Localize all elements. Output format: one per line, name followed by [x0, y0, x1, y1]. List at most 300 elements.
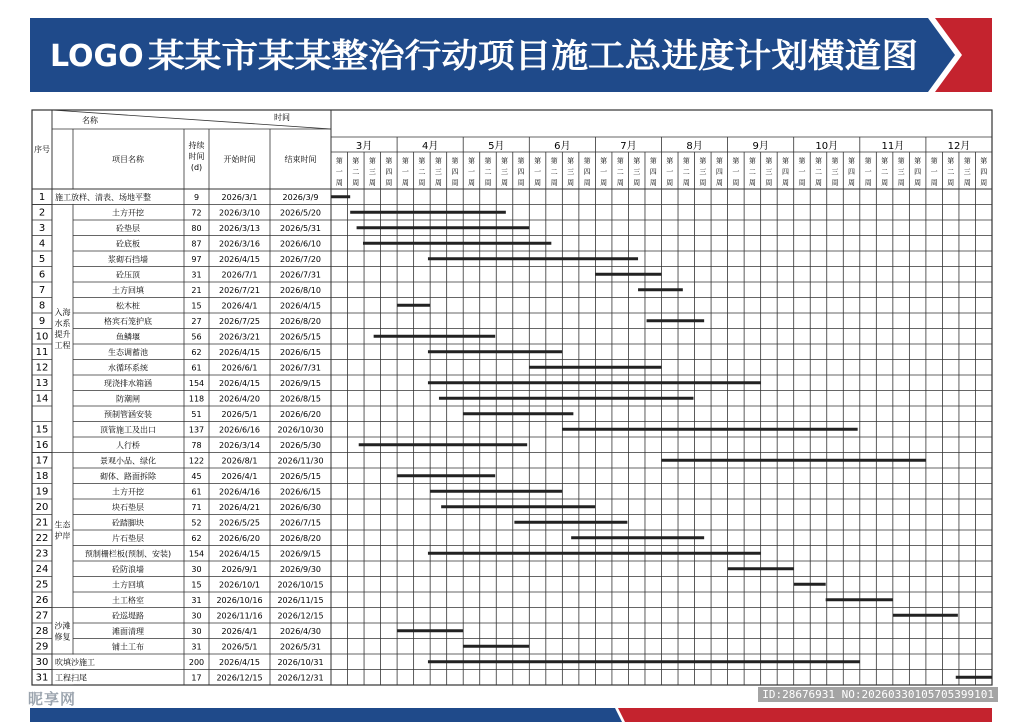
row-seq: 7 [38, 285, 46, 297]
week-label-char: 第 [831, 157, 839, 165]
week-label-char: 三 [633, 168, 641, 176]
row-duration: 9 [193, 193, 200, 203]
week-label-char: 第 [501, 157, 509, 165]
week-label-char: 第 [765, 157, 773, 165]
week-label-char: 周 [583, 179, 591, 187]
row-seq: 28 [35, 626, 49, 638]
header-name-group: 名称 [82, 116, 98, 125]
task-bar [430, 490, 562, 493]
row-seq: 21 [35, 517, 49, 529]
row-end: 2026/4/30 [279, 627, 322, 637]
week-label-char: 三 [368, 168, 376, 176]
header-task-name: 项目名称 [112, 155, 144, 164]
row-duration: 137 [188, 425, 205, 435]
week-label-char: 第 [897, 157, 905, 165]
row-start: 2026/12/15 [216, 673, 263, 683]
week-label-char: 三 [765, 168, 773, 176]
row-duration: 118 [188, 394, 205, 404]
week-label-char: 周 [484, 179, 492, 187]
row-name: 预制栅栏板(预制、安装) [84, 549, 172, 559]
row-duration: 154 [188, 549, 205, 559]
task-bar [428, 350, 562, 353]
row-seq: 9 [38, 316, 46, 328]
row-seq: 17 [35, 455, 49, 467]
week-label-char: 周 [765, 179, 773, 187]
week-label-char: 二 [814, 168, 822, 176]
task-bar [794, 583, 826, 586]
week-label-char: 四 [649, 168, 657, 176]
week-label-char: 四 [715, 168, 723, 176]
week-label-char: 二 [484, 168, 492, 176]
row-duration: 71 [191, 503, 202, 513]
week-label-char: 第 [798, 157, 806, 165]
row-end: 2026/8/15 [279, 394, 322, 404]
row-name: 块石垫层 [112, 503, 144, 513]
week-label-char: 二 [682, 168, 690, 176]
week-label-char: 第 [517, 157, 525, 165]
row-start: 2026/6/16 [218, 425, 261, 435]
week-label-char: 周 [798, 179, 806, 187]
row-end: 2026/5/31 [279, 642, 322, 652]
week-label-char: 第 [914, 157, 922, 165]
row-name: 鱼鳞堰 [116, 332, 140, 342]
group-label-1: 护岸 [54, 531, 71, 541]
week-label-char: 第 [352, 157, 360, 165]
row-seq: 5 [38, 254, 46, 266]
row-start: 2026/4/1 [221, 301, 258, 311]
week-label-char: 周 [501, 179, 509, 187]
task-bar [331, 195, 350, 198]
task-bar [956, 676, 992, 679]
row-seq: 1 [38, 192, 46, 204]
week-label-char: 周 [864, 179, 872, 187]
week-label-char: 三 [963, 168, 971, 176]
week-label-char: 周 [980, 179, 988, 187]
row-name: 现浇排水箱涵 [104, 379, 152, 389]
watermark-id: ID:28676931 NO:20260330105705399101 [758, 687, 998, 702]
row-end: 2026/3/9 [282, 193, 319, 203]
row-end: 2026/6/30 [279, 503, 322, 513]
row-seq: 29 [35, 641, 49, 653]
week-label-char: 三 [699, 168, 707, 176]
row-name: 景观小品、绿化 [100, 456, 156, 466]
footer-stripe [0, 702, 1024, 724]
header-duration-0: 持续 [188, 141, 205, 150]
task-bar [441, 505, 595, 508]
week-label-char: 周 [567, 179, 575, 187]
week-label-char: 周 [517, 179, 525, 187]
header-start: 开始时间 [223, 155, 256, 164]
week-label-char: 一 [666, 168, 674, 176]
task-bar [662, 459, 926, 462]
row-seq: 31 [35, 672, 49, 684]
week-label-char: 二 [748, 168, 756, 176]
row-end: 2026/4/15 [279, 301, 322, 311]
gantt-rows [36, 192, 324, 683]
task-bar [571, 536, 704, 539]
row-end: 2026/6/20 [279, 410, 322, 420]
week-label-char: 第 [715, 157, 723, 165]
watermark-brand: 昵享网 [28, 690, 77, 708]
row-end: 2026/6/15 [279, 487, 322, 497]
row-name: 预制管涵安装 [104, 410, 152, 420]
row-seq: 13 [35, 378, 49, 390]
week-label-char: 第 [600, 157, 608, 165]
row-end: 2026/12/15 [277, 611, 324, 621]
task-bar [350, 211, 506, 214]
row-end: 2026/7/31 [279, 363, 322, 373]
row-name: 浆砌石挡墙 [108, 255, 148, 265]
row-duration: 17 [191, 673, 202, 683]
row-name: 土工格室 [112, 596, 144, 606]
month-label-10: 10月 [815, 141, 839, 152]
week-label-char: 周 [699, 179, 707, 187]
week-label-char: 第 [848, 157, 856, 165]
week-label-char: 周 [914, 179, 922, 187]
week-label-char: 第 [567, 157, 575, 165]
week-label-char: 周 [550, 179, 558, 187]
row-start: 2026/11/16 [216, 611, 263, 621]
task-bar [562, 428, 857, 431]
row-seq: 11 [35, 347, 49, 359]
week-label-char: 周 [418, 179, 426, 187]
row-end: 2026/10/31 [277, 658, 324, 668]
row-start: 2026/3/16 [218, 239, 261, 249]
row-seq: 18 [35, 471, 49, 483]
row-start: 2026/4/15 [218, 379, 261, 389]
row-start: 2026/4/21 [218, 503, 261, 513]
row-start: 2026/10/16 [216, 596, 263, 606]
row-duration: 30 [191, 611, 202, 621]
row-duration: 56 [191, 332, 202, 342]
row-end: 2026/7/15 [279, 518, 322, 528]
week-label-char: 第 [732, 157, 740, 165]
week-label-char: 周 [897, 179, 905, 187]
week-label-char: 四 [781, 168, 789, 176]
week-label-char: 周 [467, 179, 475, 187]
week-label-char: 周 [732, 179, 740, 187]
week-label-char: 二 [550, 168, 558, 176]
row-duration: 31 [191, 270, 202, 280]
week-label-char: 一 [798, 168, 806, 176]
task-bar [428, 381, 761, 384]
task-bar [374, 335, 496, 338]
month-label-9: 9月 [752, 141, 769, 152]
row-start: 2026/4/15 [218, 255, 261, 265]
week-label-char: 第 [434, 157, 442, 165]
week-label-char: 第 [335, 157, 343, 165]
row-duration: 61 [191, 363, 202, 373]
week-label-char: 第 [980, 157, 988, 165]
task-bar [397, 304, 430, 307]
task-bar [638, 288, 683, 291]
row-start: 2026/4/1 [221, 627, 258, 637]
row-duration: 15 [191, 580, 202, 590]
group-label-2: 修复 [54, 632, 71, 642]
task-bar [595, 273, 661, 276]
week-label-char: 第 [583, 157, 591, 165]
week-label-char: 第 [682, 157, 690, 165]
row-seq: 23 [35, 548, 49, 560]
footer-red-stripe [618, 708, 992, 722]
row-start: 2026/8/1 [221, 456, 258, 466]
row-name: 土方开挖 [112, 208, 144, 218]
week-label-char: 第 [385, 157, 393, 165]
row-start: 2026/7/1 [221, 270, 258, 280]
gantt-header [34, 112, 987, 187]
task-bar [647, 319, 705, 322]
task-bar [359, 443, 527, 446]
logo-text: LOGO [50, 39, 144, 74]
row-end: 2026/10/15 [277, 580, 324, 590]
row-name: 防潮闸 [116, 394, 140, 404]
week-label-char: 第 [781, 157, 789, 165]
row-start: 2026/4/1 [221, 472, 258, 482]
row-name: 施工放样、清表、场地平整 [55, 193, 151, 203]
row-seq: 22 [35, 533, 49, 545]
week-label-char: 周 [434, 179, 442, 187]
week-label-char: 周 [633, 179, 641, 187]
week-label-char: 二 [947, 168, 955, 176]
row-seq: 15 [35, 424, 49, 436]
task-bar [357, 226, 530, 229]
row-start: 2026/4/15 [218, 549, 261, 559]
week-label-char: 一 [335, 168, 343, 176]
row-end: 2026/9/15 [279, 549, 322, 559]
task-bar [514, 521, 627, 524]
row-name: 水循环系统 [108, 363, 148, 373]
row-duration: 30 [191, 565, 202, 575]
week-label-char: 周 [831, 179, 839, 187]
week-label-char: 第 [418, 157, 426, 165]
week-label-char: 四 [914, 168, 922, 176]
month-label-7: 7月 [620, 141, 637, 152]
row-start: 2026/3/1 [221, 193, 258, 203]
row-seq: 24 [35, 564, 49, 576]
row-seq: 25 [35, 579, 49, 591]
row-duration: 27 [191, 317, 202, 327]
week-label-char: 周 [368, 179, 376, 187]
row-name: 片石垫层 [112, 534, 144, 544]
row-seq: 20 [35, 502, 49, 514]
row-start: 2026/6/1 [221, 363, 258, 373]
row-name: 铺土工布 [112, 642, 144, 652]
task-bar [826, 598, 893, 601]
group-label-2: 沙滩 [54, 621, 71, 631]
row-name: 砼压顶 [116, 270, 140, 280]
week-label-char: 周 [600, 179, 608, 187]
week-label-char: 第 [649, 157, 657, 165]
week-label-char: 三 [897, 168, 905, 176]
row-start: 2026/4/15 [218, 348, 261, 358]
task-bar [728, 567, 794, 570]
row-start: 2026/3/21 [218, 332, 261, 342]
week-label-char: 第 [864, 157, 872, 165]
month-label-4: 4月 [421, 141, 439, 152]
week-label-char: 周 [715, 179, 723, 187]
row-name: 工程扫尾 [55, 673, 87, 683]
row-end: 2026/7/20 [279, 255, 322, 265]
row-name: 吹填沙施工 [55, 658, 95, 668]
row-name: 砼巡堤路 [112, 611, 144, 621]
row-duration: 52 [191, 518, 202, 528]
week-label-char: 三 [831, 168, 839, 176]
row-end: 2026/8/20 [279, 534, 322, 544]
week-label-char: 四 [517, 168, 525, 176]
row-duration: 51 [191, 410, 202, 420]
week-label-char: 第 [963, 157, 971, 165]
row-duration: 62 [191, 534, 202, 544]
week-label-char: 周 [335, 179, 343, 187]
row-start: 2026/6/20 [218, 534, 261, 544]
group-label-0: 提升 [54, 330, 71, 339]
week-label-char: 一 [401, 168, 409, 176]
week-label-char: 第 [633, 157, 641, 165]
week-label-char: 第 [534, 157, 542, 165]
week-label-char: 第 [401, 157, 409, 165]
week-label-char: 周 [881, 179, 889, 187]
month-label-11: 11月 [881, 141, 905, 152]
row-start: 2026/5/25 [218, 518, 261, 528]
row-seq: 12 [35, 362, 49, 374]
header-time-group: 时间 [274, 113, 290, 122]
week-label-char: 四 [451, 168, 459, 176]
week-label-char: 第 [368, 157, 376, 165]
row-duration: 87 [191, 239, 202, 249]
week-label-char: 周 [352, 179, 360, 187]
week-label-char: 四 [583, 168, 591, 176]
row-name: 格宾石笼护底 [104, 317, 152, 327]
group-label-0: 入海 [54, 308, 71, 317]
week-label-char: 二 [418, 168, 426, 176]
row-duration: 122 [188, 456, 205, 466]
week-label-char: 一 [930, 168, 938, 176]
header-seq: 序号 [34, 145, 50, 154]
row-name: 土方回填 [112, 580, 144, 590]
row-end: 2026/11/15 [277, 596, 324, 606]
row-end: 2026/5/15 [279, 332, 322, 342]
week-label-char: 一 [864, 168, 872, 176]
month-label-12: 12月 [947, 141, 971, 152]
page-title: 某某市某某整治行动项目施工总进度计划横道图 [148, 36, 919, 75]
row-seq: 2 [38, 207, 46, 219]
task-bar [428, 660, 860, 663]
row-end: 2026/5/31 [279, 224, 322, 234]
task-bar [439, 397, 694, 400]
row-duration: 200 [188, 658, 205, 668]
row-duration: 15 [191, 301, 202, 311]
week-label-char: 周 [963, 179, 971, 187]
week-label-char: 一 [732, 168, 740, 176]
row-start: 2026/4/20 [218, 394, 261, 404]
row-start: 2026/9/1 [221, 565, 258, 575]
week-label-char: 第 [666, 157, 674, 165]
row-start: 2026/3/13 [218, 224, 261, 234]
row-duration: 31 [191, 596, 202, 606]
row-name: 砼防浪墙 [112, 565, 144, 575]
row-duration: 61 [191, 487, 202, 497]
header-end: 结束时间 [284, 155, 317, 164]
row-duration: 154 [188, 379, 205, 389]
task-bar [893, 614, 958, 617]
row-end: 2026/6/15 [279, 348, 322, 358]
week-label-char: 一 [534, 168, 542, 176]
week-label-char: 二 [616, 168, 624, 176]
row-seq: 4 [38, 238, 46, 250]
row-name: 砼踏脚块 [112, 518, 144, 528]
week-label-char: 四 [980, 168, 988, 176]
row-duration: 97 [191, 255, 202, 265]
row-duration: 78 [191, 441, 202, 451]
row-duration: 30 [191, 627, 202, 637]
month-label-5: 5月 [488, 141, 505, 152]
row-name: 滩面清理 [112, 627, 144, 637]
row-end: 2026/7/31 [279, 270, 322, 280]
row-start: 2026/5/1 [221, 410, 258, 420]
week-label-char: 三 [567, 168, 575, 176]
week-label-char: 第 [484, 157, 492, 165]
month-label-3: 3月 [355, 141, 373, 152]
month-label-8: 8月 [686, 141, 703, 152]
week-label-char: 周 [616, 179, 624, 187]
row-end: 2026/10/30 [277, 425, 324, 435]
row-start: 2026/7/25 [218, 317, 261, 327]
week-label-char: 周 [666, 179, 674, 187]
row-name: 砼底板 [116, 239, 140, 249]
week-label-char: 二 [881, 168, 889, 176]
week-label-char: 周 [848, 179, 856, 187]
row-seq: 3 [38, 223, 46, 235]
row-start: 2026/10/1 [218, 580, 261, 590]
row-name: 砌体、路面拆除 [100, 472, 156, 482]
week-label-char: 三 [434, 168, 442, 176]
row-name: 土方回填 [112, 286, 144, 296]
week-label-char: 周 [401, 179, 409, 187]
row-seq: 14 [35, 393, 49, 405]
week-label-char: 四 [848, 168, 856, 176]
week-label-char: 一 [467, 168, 475, 176]
row-start: 2026/4/16 [218, 487, 261, 497]
row-end: 2026/12/31 [277, 673, 324, 683]
row-duration: 80 [191, 224, 202, 234]
row-end: 2026/6/10 [279, 239, 322, 249]
footer-blue-stripe [30, 708, 622, 722]
week-label-char: 第 [748, 157, 756, 165]
week-label-char: 第 [881, 157, 889, 165]
week-label-char: 周 [930, 179, 938, 187]
group-label-0: 水系 [54, 319, 71, 328]
row-seq: 16 [35, 440, 49, 452]
row-start: 2026/3/14 [218, 441, 261, 451]
week-label-char: 第 [947, 157, 955, 165]
week-label-char: 周 [947, 179, 955, 187]
week-label-char: 周 [534, 179, 542, 187]
week-label-char: 第 [467, 157, 475, 165]
row-end: 2026/5/15 [279, 472, 322, 482]
row-end: 2026/11/30 [277, 456, 324, 466]
row-duration: 45 [191, 472, 202, 482]
row-start: 2026/5/1 [221, 642, 258, 652]
week-label-char: 周 [748, 179, 756, 187]
row-duration: 72 [191, 208, 202, 218]
row-seq: 19 [35, 486, 49, 498]
week-label-char: 第 [814, 157, 822, 165]
row-start: 2026/3/10 [218, 208, 261, 218]
row-seq: 8 [38, 300, 46, 312]
week-label-char: 第 [616, 157, 624, 165]
week-label-char: 一 [600, 168, 608, 176]
week-label-char: 第 [699, 157, 707, 165]
